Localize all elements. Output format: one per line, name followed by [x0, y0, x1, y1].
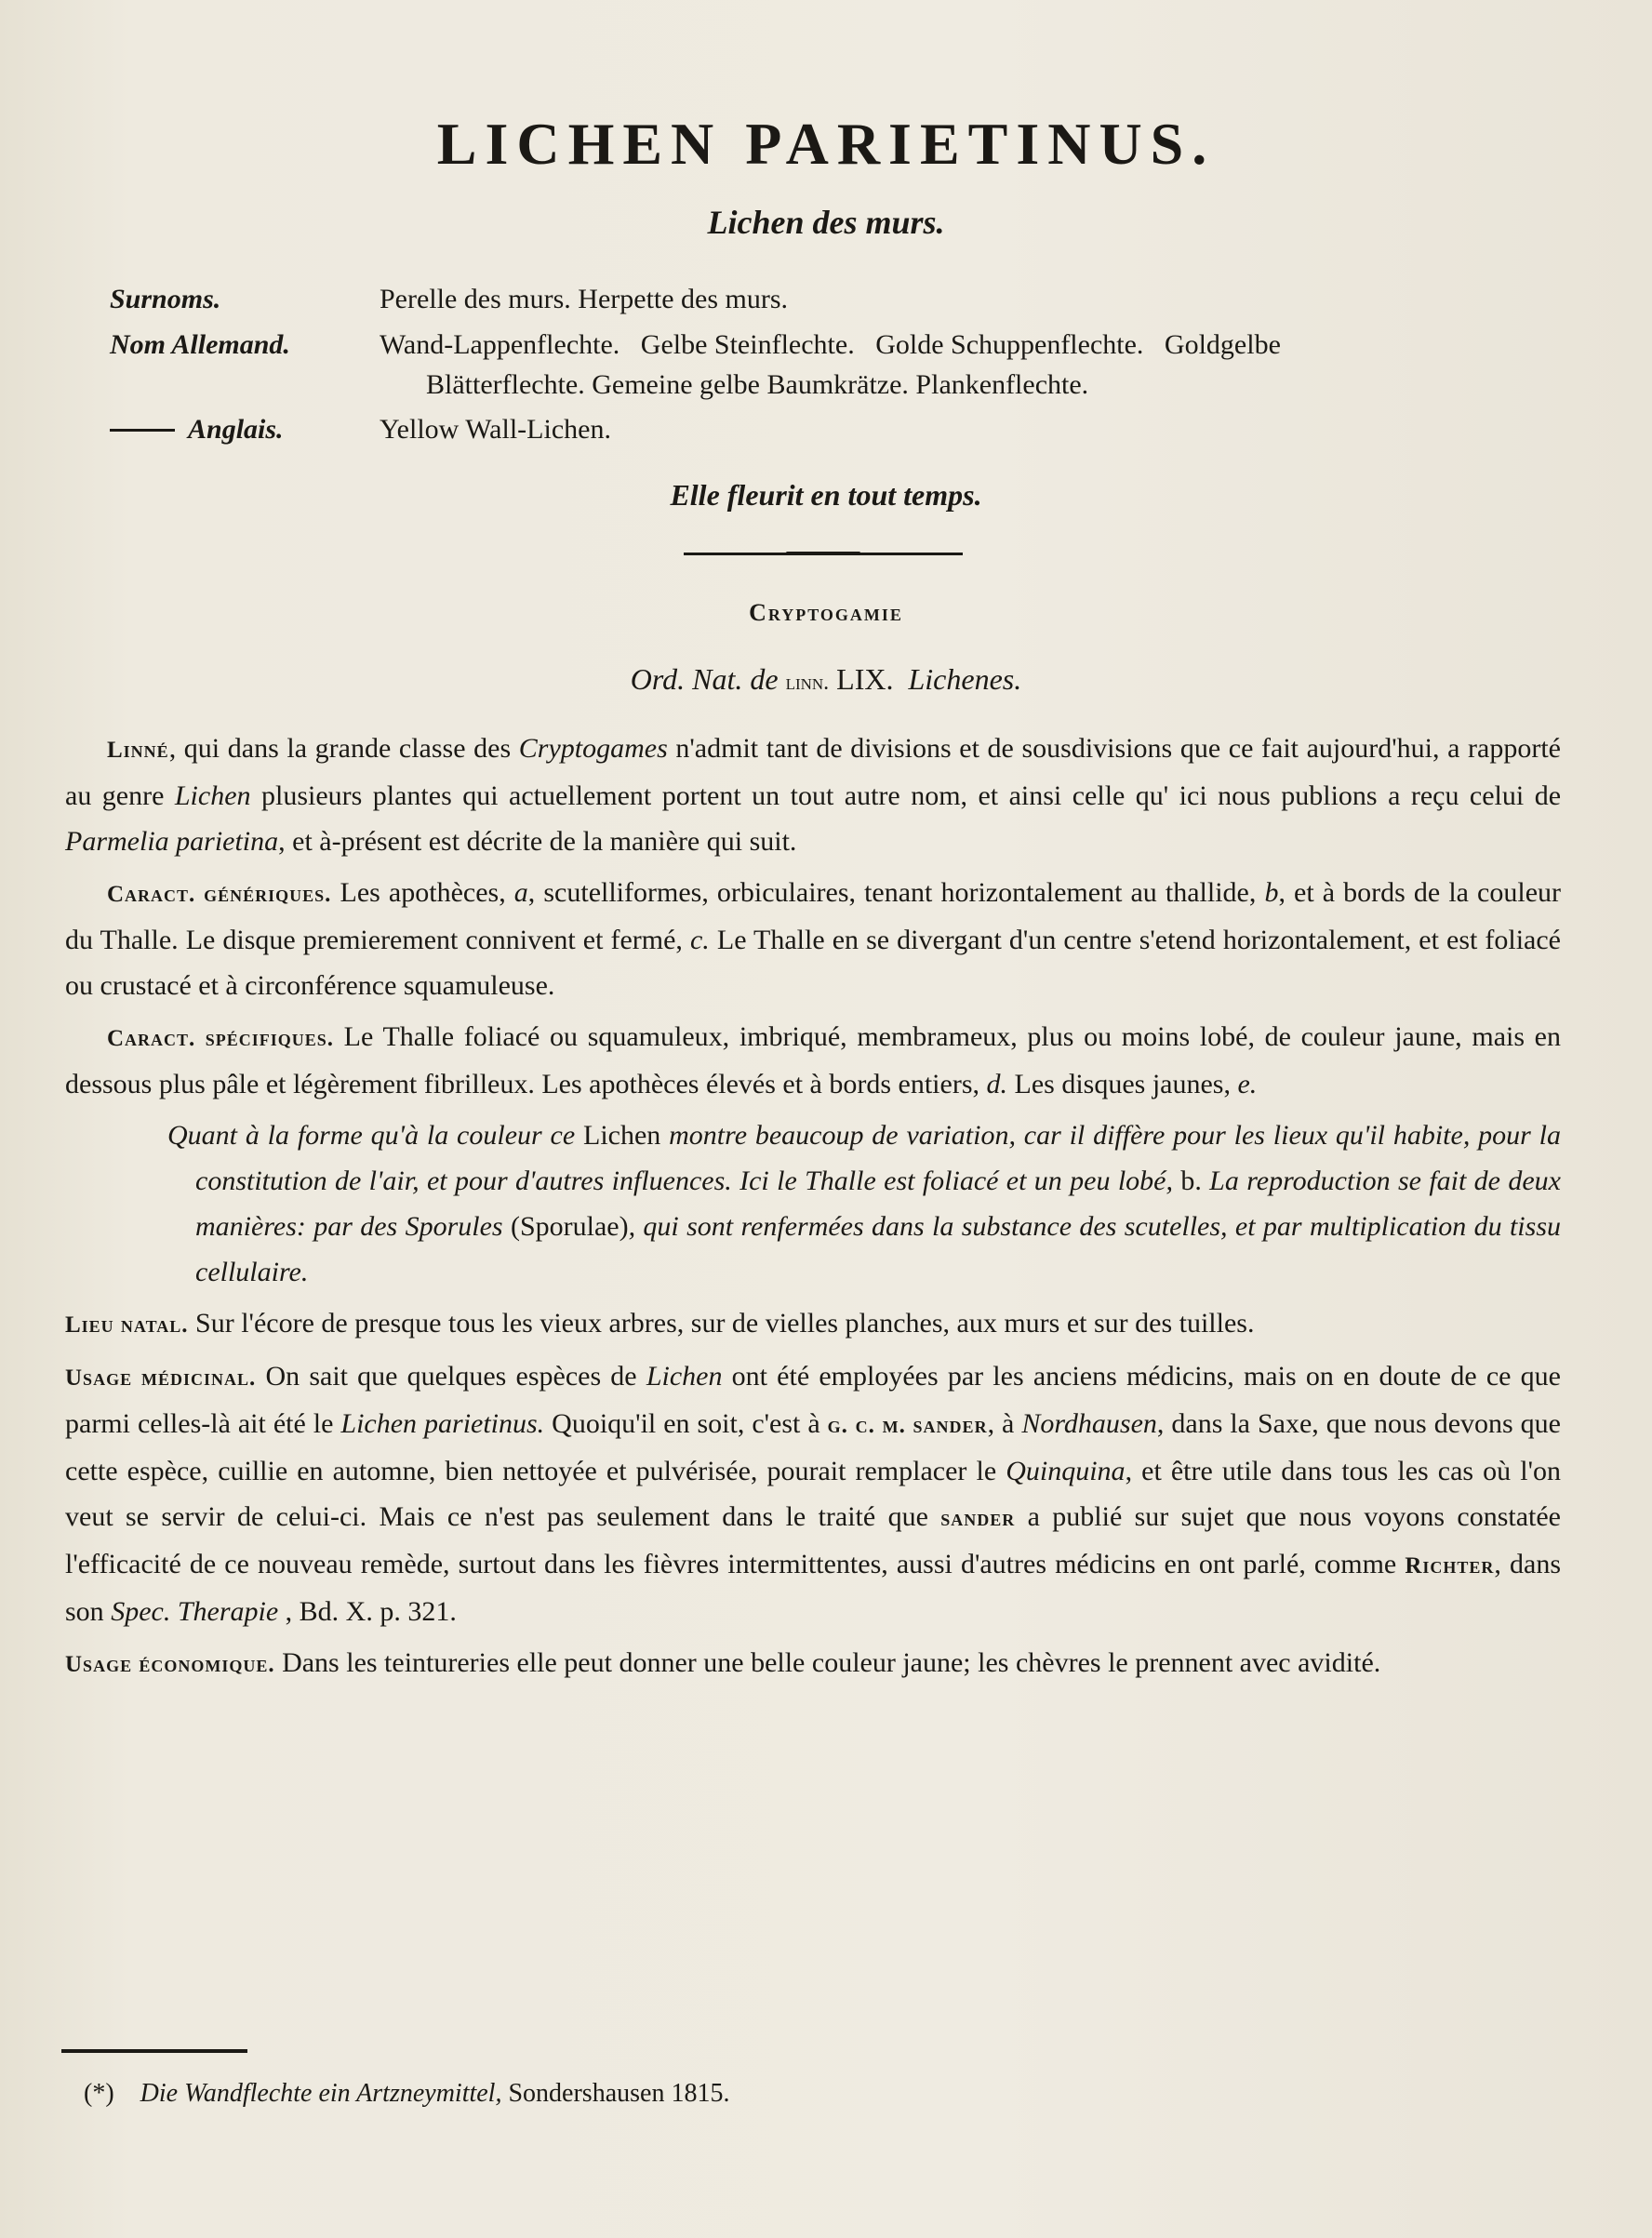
specific-text-2: Les disques jaunes,: [1007, 1069, 1238, 1099]
habitat-text: Sur l'écore de presque tous les vieux arbres, sur de vielles planches, aux murs et sur des tuilles.: [188, 1308, 1255, 1339]
order-prefix: Ord. Nat. de: [630, 662, 779, 696]
generic-italic-1: a: [513, 877, 528, 908]
medicinal-text-1: On sait que quelques espèces de: [256, 1361, 646, 1392]
medicinal-text-5: , dans la Saxe, que nous devons que cette espèce, cuillie en automne, bien nettoyée et pulvérisée, pourait remplacer le: [65, 1408, 1561, 1486]
generic-text-3: , et à bords de la couleur du Thalle. Le disque premierement connivent et fermé,: [65, 877, 1562, 955]
order-name: Lichenes.: [908, 662, 1022, 696]
generic-text-2: , scutelliformes, orbiculaires, tenant horizontalement au thallide,: [527, 877, 1265, 908]
german-names-line2: Blätterflechte. Gemeine gelbe Baumkrätze. Plankenflechte.: [426, 369, 1089, 400]
german-names-value: [380, 325, 1652, 405]
intro-italic-3: Parmelia parietina: [65, 826, 279, 857]
medicinal-text-9: , Bd. X. p. 321.: [278, 1596, 457, 1627]
generic-italic-2: b: [1264, 877, 1279, 908]
specific-characters-paragraph: [65, 1014, 1561, 1107]
habitat-paragraph: [65, 1300, 1561, 1348]
surnoms-value: Perelle des murs. Herpette des murs.: [380, 284, 789, 314]
order-author: linn.: [785, 671, 830, 695]
generic-heading: Caract. génériques.: [107, 882, 332, 907]
classification-heading: Cryptogamie: [749, 599, 903, 626]
rule-ornament: [786, 552, 860, 554]
note-plain-1: Lichen: [583, 1120, 661, 1151]
author-sander: sander: [940, 1506, 1016, 1531]
generic-italic-3: c.: [689, 925, 710, 955]
footnote-mark: (*): [84, 2079, 114, 2108]
note-text-1: Quant à la forme qu'à la couleur ce: [167, 1120, 583, 1151]
german-names-label: Nom Allemand.: [110, 329, 290, 360]
natural-order-line: [0, 662, 1652, 697]
note-text-2: montre beaucoup de variation, car il diffère pour les lieux qu'il habite, pour la constitution de l'air, et pour d'autres influences. Ici le Thalle est foliacé et un peu lobé,: [195, 1120, 1561, 1196]
generic-text-4: Le Thalle en se divergant d'un centre s'etend horizontalement, et est foliacé ou crustacé et à circonférence squamuleuse.: [65, 925, 1561, 1001]
note-plain-2: b.: [1180, 1166, 1202, 1196]
intro-text-4: , et à-présent est décrite de la manière qui suit.: [278, 826, 797, 857]
order-number: LIX.: [836, 662, 894, 696]
ornamental-rule: [684, 553, 963, 555]
economic-heading: Usage économique.: [65, 1652, 275, 1677]
note-text-4: , qui sont renfermées dans la substance des scutelles, et par multiplication du tissu cellulaire.: [195, 1211, 1561, 1287]
medicinal-heading: Usage médicinal.: [65, 1365, 257, 1391]
intro-italic-2: Lichen: [174, 780, 251, 811]
intro-text-1: , qui dans la grande classe des: [168, 733, 519, 764]
specific-heading: Caract. spécifiques.: [107, 1026, 335, 1051]
german-names-line1: Wand-Lappenflechte. Gelbe Steinflechte. Golde Schuppenflechte. Goldgelbe: [380, 329, 1281, 360]
medicinal-text-7: a publié sur sujet que nous voyons constatée l'efficacité de ce nouveau remède, surtout dans les fièvres intermittentes, aussi d'autres médicins en ont parlé, comme: [65, 1501, 1561, 1579]
medicinal-italic-2: Lichen parietinus.: [340, 1408, 545, 1439]
intro-italic-1: Cryptogames: [518, 733, 668, 764]
medicinal-text-4: , à: [987, 1408, 1022, 1439]
author-richter: Richter: [1405, 1553, 1495, 1579]
specific-text-1: Le Thalle foliacé ou squamuleux, imbriqué, membrameux, plus ou moins lobé, de couleur jaune, mais en dessous plus pâle et légèrement fibrilleux. Les apothèces élevés et à bords entiers,: [65, 1021, 1561, 1099]
economic-text: Dans les teintureries elle peut donner une belle couleur jaune; les chèvres le prennent avec avidité.: [274, 1647, 1381, 1678]
footnote-title: Die Wandflechte ein Artzneymittel,: [140, 2079, 502, 2108]
ditto-dash: [110, 429, 175, 432]
footnote: [84, 2079, 729, 2109]
specific-italic-2: e.: [1237, 1069, 1258, 1099]
medicinal-text-2: ont été employées par les anciens médicins, mais on en doute de ce que parmi celles-là ait été le: [65, 1361, 1561, 1439]
english-name-label: [110, 409, 380, 449]
flowering-note: Elle fleurit en tout temps.: [670, 478, 982, 512]
page-title: LICHEN PARIETINUS.: [436, 111, 1216, 177]
intro-text-2: n'admit tant de divisions et de sousdivisions que ce fait aujourd'hui, a rapporté au genre: [65, 733, 1562, 811]
medicinal-italic-1: Lichen: [646, 1361, 723, 1392]
footnote-rule: [61, 2049, 247, 2053]
footnote-publication: Sondershausen 1815.: [501, 2079, 730, 2108]
generic-text-1: Les apothèces,: [331, 877, 514, 908]
author-sander-full: g. c. m. sander: [827, 1413, 988, 1438]
note-plain-3: (Sporulae): [510, 1211, 629, 1242]
intro-paragraph: [65, 726, 1561, 864]
english-name-label-text: Anglais.: [188, 414, 284, 445]
body-text: [65, 726, 1561, 1693]
english-name-value: Yellow Wall-Lichen.: [380, 414, 611, 445]
note-text-3: La reproduction se fait de deux manières: par des Sporules: [195, 1166, 1561, 1242]
medicinal-text-6: , et être utile dans tous les cas où l'on veut se servir de celui-ci. Mais ce n'est pas seulement dans le traité que: [65, 1456, 1561, 1532]
medicinal-text-8: , dans son: [65, 1549, 1561, 1627]
medicinal-text-3: Quoiqu'il en soit, c'est à: [544, 1408, 828, 1439]
habitat-heading: Lieu natal.: [65, 1312, 189, 1338]
author-linne: Linné: [107, 738, 169, 763]
generic-characters-paragraph: [65, 870, 1561, 1008]
page-subtitle: Lichen des murs.: [707, 204, 945, 241]
medicinal-italic-5: Spec. Therapie: [111, 1596, 279, 1627]
economic-use-paragraph: [65, 1640, 1561, 1687]
medicinal-use-paragraph: [65, 1353, 1561, 1634]
variation-note-paragraph: [167, 1112, 1561, 1295]
surnoms-label: Surnoms.: [110, 284, 221, 314]
specific-italic-1: d.: [986, 1069, 1007, 1099]
medicinal-italic-4: Quinquina: [1006, 1456, 1126, 1486]
medicinal-italic-3: Nordhausen: [1021, 1408, 1157, 1439]
intro-text-3: plusieurs plantes qui actuellement portent un tout autre nom, et ainsi celle qu' ici nous publions a reçu celui de: [250, 780, 1562, 811]
